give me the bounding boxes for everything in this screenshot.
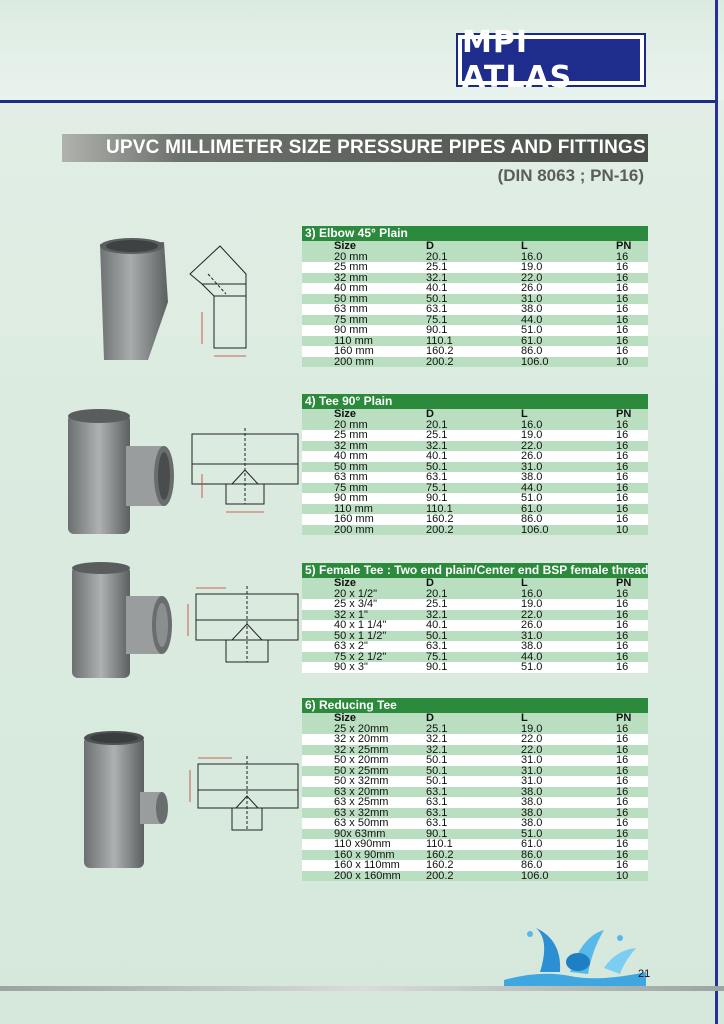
d-cell: 32.1	[426, 734, 521, 745]
table-row	[302, 871, 648, 882]
d-cell: 75.1	[426, 652, 521, 663]
l-cell: 26.0	[521, 451, 616, 462]
size-cell: 75 mm	[302, 483, 426, 494]
tee-90-illustration	[56, 404, 306, 544]
size-cell: 160 x 90mm	[302, 850, 426, 861]
table-row	[302, 755, 648, 766]
table-row	[302, 493, 648, 504]
d-cell: 110.1	[426, 336, 521, 347]
pn-cell: 16	[616, 273, 648, 284]
size-cell: 50 x 20mm	[302, 755, 426, 766]
d-cell: 75.1	[426, 483, 521, 494]
size-cell: 200 mm	[302, 525, 426, 536]
page-number: 21	[638, 968, 651, 980]
l-cell: 16.0	[521, 252, 616, 263]
pn-cell: 16	[616, 483, 648, 494]
d-cell: 63.1	[426, 304, 521, 315]
d-cell: 63.1	[426, 818, 521, 829]
pn-cell: 16	[616, 860, 648, 871]
d-cell: 160.2	[426, 346, 521, 357]
col-pn: PN	[616, 713, 648, 724]
pn-cell: 16	[616, 283, 648, 294]
table-row	[302, 357, 648, 368]
section-tee-90	[302, 394, 648, 535]
d-cell: 90.1	[426, 493, 521, 504]
size-cell: 50 x 25mm	[302, 766, 426, 777]
table-row	[302, 797, 648, 808]
l-cell: 22.0	[521, 745, 616, 756]
l-cell: 19.0	[521, 262, 616, 273]
col-d: D	[426, 409, 521, 420]
pn-cell: 16	[616, 766, 648, 777]
d-cell: 90.1	[426, 325, 521, 336]
table-row	[302, 839, 648, 850]
size-cell: 160 mm	[302, 514, 426, 525]
l-cell: 26.0	[521, 620, 616, 631]
d-cell: 63.1	[426, 472, 521, 483]
l-cell: 51.0	[521, 493, 616, 504]
d-cell: 20.1	[426, 589, 521, 600]
l-cell: 51.0	[521, 662, 616, 673]
size-cell: 32 mm	[302, 273, 426, 284]
l-cell: 38.0	[521, 472, 616, 483]
pn-cell: 10	[616, 357, 648, 368]
l-cell: 16.0	[521, 420, 616, 431]
table-body	[302, 252, 648, 368]
l-cell: 22.0	[521, 273, 616, 284]
table-row	[302, 304, 648, 315]
pn-cell: 16	[616, 599, 648, 610]
table-row	[302, 346, 648, 357]
size-cell: 90 mm	[302, 493, 426, 504]
l-cell: 61.0	[521, 839, 616, 850]
table-row	[302, 525, 648, 536]
d-cell: 110.1	[426, 504, 521, 515]
table-body	[302, 724, 648, 882]
table-header-row	[302, 409, 648, 420]
table-row	[302, 325, 648, 336]
d-cell: 25.1	[426, 430, 521, 441]
pn-cell: 16	[616, 652, 648, 663]
header-rule	[0, 100, 716, 103]
water-splash-icon	[500, 910, 650, 990]
size-cell: 63 x 2"	[302, 641, 426, 652]
l-cell: 22.0	[521, 734, 616, 745]
size-cell: 32 mm	[302, 441, 426, 452]
pn-cell: 16	[616, 797, 648, 808]
d-cell: 50.1	[426, 776, 521, 787]
section-reducing-tee	[302, 698, 648, 881]
col-d: D	[426, 241, 521, 252]
size-cell: 75 x 2 1/2"	[302, 652, 426, 663]
brand-logo-text: MPI ATLAS	[462, 39, 640, 81]
l-cell: 106.0	[521, 871, 616, 882]
l-cell: 44.0	[521, 483, 616, 494]
d-cell: 32.1	[426, 273, 521, 284]
d-cell: 50.1	[426, 462, 521, 473]
d-cell: 160.2	[426, 514, 521, 525]
d-cell: 110.1	[426, 839, 521, 850]
d-cell: 75.1	[426, 315, 521, 326]
section-heading: 3) Elbow 45° Plain	[302, 226, 648, 241]
pn-cell: 16	[616, 304, 648, 315]
l-cell: 19.0	[521, 599, 616, 610]
size-cell: 63 x 25mm	[302, 797, 426, 808]
l-cell: 38.0	[521, 787, 616, 798]
d-cell: 50.1	[426, 766, 521, 777]
d-cell: 200.2	[426, 871, 521, 882]
pn-cell: 16	[616, 850, 648, 861]
title-banner	[62, 134, 648, 162]
size-cell: 50 mm	[302, 294, 426, 305]
pn-cell: 16	[616, 662, 648, 673]
size-cell: 50 mm	[302, 462, 426, 473]
pn-cell: 16	[616, 818, 648, 829]
pn-cell: 16	[616, 336, 648, 347]
pn-cell: 16	[616, 294, 648, 305]
brand-logo	[456, 25, 646, 95]
table-row	[302, 599, 648, 610]
col-d: D	[426, 578, 521, 589]
size-cell: 110 x90mm	[302, 839, 426, 850]
table-row	[302, 776, 648, 787]
l-cell: 26.0	[521, 283, 616, 294]
table-body	[302, 589, 648, 673]
pn-cell: 16	[616, 724, 648, 735]
size-cell: 40 x 1 1/4"	[302, 620, 426, 631]
d-cell: 63.1	[426, 808, 521, 819]
page-subtitle: (DIN 8063 ; PN-16)	[497, 166, 644, 185]
d-cell: 200.2	[426, 357, 521, 368]
size-cell: 32 x 1"	[302, 610, 426, 621]
d-cell: 63.1	[426, 797, 521, 808]
size-cell: 20 mm	[302, 252, 426, 263]
l-cell: 86.0	[521, 514, 616, 525]
size-cell: 50 x 1 1/2"	[302, 631, 426, 642]
d-cell: 20.1	[426, 252, 521, 263]
pn-cell: 16	[616, 420, 648, 431]
size-cell: 50 x 32mm	[302, 776, 426, 787]
col-d: D	[426, 713, 521, 724]
size-cell: 63 mm	[302, 304, 426, 315]
section-heading: 5) Female Tee : Two end plain/Center end BSP female thread	[302, 563, 648, 578]
col-size: Size	[302, 713, 426, 724]
col-l: L	[521, 241, 616, 252]
l-cell: 31.0	[521, 294, 616, 305]
table-row	[302, 818, 648, 829]
size-cell: 200 x 160mm	[302, 871, 426, 882]
l-cell: 44.0	[521, 652, 616, 663]
table-header-row	[302, 241, 648, 252]
pn-cell: 16	[616, 829, 648, 840]
table-row	[302, 662, 648, 673]
table-row	[302, 472, 648, 483]
table-row	[302, 860, 648, 871]
page-title: UPVC MILLIMETER SIZE PRESSURE PIPES AND FITTINGS	[106, 137, 646, 158]
spec-table-elbow-45	[302, 241, 648, 367]
table-header-row	[302, 578, 648, 589]
table-row	[302, 641, 648, 652]
d-cell: 50.1	[426, 631, 521, 642]
pn-cell: 16	[616, 620, 648, 631]
l-cell: 51.0	[521, 325, 616, 336]
pn-cell: 16	[616, 441, 648, 452]
size-cell: 160 x 110mm	[302, 860, 426, 871]
size-cell: 63 x 20mm	[302, 787, 426, 798]
pn-cell: 16	[616, 325, 648, 336]
d-cell: 40.1	[426, 451, 521, 462]
l-cell: 38.0	[521, 808, 616, 819]
l-cell: 19.0	[521, 430, 616, 441]
col-pn: PN	[616, 241, 648, 252]
pn-cell: 16	[616, 745, 648, 756]
d-cell: 200.2	[426, 525, 521, 536]
elbow-45-illustration	[56, 232, 306, 382]
size-cell: 110 mm	[302, 336, 426, 347]
d-cell: 90.1	[426, 662, 521, 673]
table-header-row	[302, 713, 648, 724]
l-cell: 22.0	[521, 441, 616, 452]
pn-cell: 16	[616, 262, 648, 273]
l-cell: 51.0	[521, 829, 616, 840]
spec-table-reducing-tee	[302, 713, 648, 881]
footer-rule	[0, 986, 724, 991]
col-pn: PN	[616, 409, 648, 420]
table-row	[302, 620, 648, 631]
pn-cell: 16	[616, 462, 648, 473]
d-cell: 50.1	[426, 755, 521, 766]
size-cell: 25 mm	[302, 430, 426, 441]
pn-cell: 16	[616, 641, 648, 652]
d-cell: 160.2	[426, 860, 521, 871]
pn-cell: 16	[616, 252, 648, 263]
d-cell: 25.1	[426, 599, 521, 610]
l-cell: 61.0	[521, 504, 616, 515]
pn-cell: 16	[616, 808, 648, 819]
size-cell: 32 x 25mm	[302, 745, 426, 756]
pn-cell: 16	[616, 734, 648, 745]
size-cell: 32 x 20mm	[302, 734, 426, 745]
reducing-tee-illustration	[56, 730, 306, 880]
pn-cell: 16	[616, 755, 648, 766]
pn-cell: 16	[616, 787, 648, 798]
d-cell: 32.1	[426, 441, 521, 452]
table-row	[302, 283, 648, 294]
l-cell: 61.0	[521, 336, 616, 347]
pn-cell: 16	[616, 493, 648, 504]
size-cell: 63 mm	[302, 472, 426, 483]
l-cell: 31.0	[521, 755, 616, 766]
right-edge-bar	[715, 0, 718, 1024]
l-cell: 38.0	[521, 818, 616, 829]
l-cell: 31.0	[521, 631, 616, 642]
d-cell: 32.1	[426, 745, 521, 756]
pn-cell: 16	[616, 472, 648, 483]
size-cell: 20 mm	[302, 420, 426, 431]
size-cell: 90 mm	[302, 325, 426, 336]
l-cell: 19.0	[521, 724, 616, 735]
d-cell: 25.1	[426, 262, 521, 273]
l-cell: 38.0	[521, 304, 616, 315]
col-l: L	[521, 409, 616, 420]
table-row	[302, 430, 648, 441]
size-cell: 110 mm	[302, 504, 426, 515]
size-cell: 25 mm	[302, 262, 426, 273]
d-cell: 25.1	[426, 724, 521, 735]
d-cell: 40.1	[426, 283, 521, 294]
size-cell: 90 x 3"	[302, 662, 426, 673]
female-tee-illustration	[56, 560, 306, 690]
table-row	[302, 451, 648, 462]
l-cell: 86.0	[521, 850, 616, 861]
d-cell: 63.1	[426, 787, 521, 798]
col-l: L	[521, 713, 616, 724]
pn-cell: 16	[616, 430, 648, 441]
size-cell: 40 mm	[302, 283, 426, 294]
table-row	[302, 514, 648, 525]
pn-cell: 16	[616, 504, 648, 515]
col-pn: PN	[616, 578, 648, 589]
size-cell: 63 x 50mm	[302, 818, 426, 829]
size-cell: 25 x 20mm	[302, 724, 426, 735]
pn-cell: 16	[616, 589, 648, 600]
pn-cell: 10	[616, 871, 648, 882]
d-cell: 50.1	[426, 294, 521, 305]
pn-cell: 16	[616, 346, 648, 357]
l-cell: 106.0	[521, 525, 616, 536]
section-female-tee	[302, 563, 648, 673]
size-cell: 20 x 1/2"	[302, 589, 426, 600]
l-cell: 31.0	[521, 776, 616, 787]
col-size: Size	[302, 241, 426, 252]
l-cell: 16.0	[521, 589, 616, 600]
d-cell: 40.1	[426, 620, 521, 631]
pn-cell: 16	[616, 514, 648, 525]
d-cell: 63.1	[426, 641, 521, 652]
pn-cell: 16	[616, 451, 648, 462]
d-cell: 32.1	[426, 610, 521, 621]
size-cell: 63 x 32mm	[302, 808, 426, 819]
l-cell: 38.0	[521, 797, 616, 808]
pn-cell: 10	[616, 525, 648, 536]
pn-cell: 16	[616, 776, 648, 787]
size-cell: 90x 63mm	[302, 829, 426, 840]
l-cell: 86.0	[521, 346, 616, 357]
size-cell: 40 mm	[302, 451, 426, 462]
pn-cell: 16	[616, 631, 648, 642]
pn-cell: 16	[616, 610, 648, 621]
size-cell: 75 mm	[302, 315, 426, 326]
d-cell: 160.2	[426, 850, 521, 861]
size-cell: 25 x 3/4"	[302, 599, 426, 610]
pn-cell: 16	[616, 839, 648, 850]
spec-table-tee-90	[302, 409, 648, 535]
col-l: L	[521, 578, 616, 589]
col-size: Size	[302, 578, 426, 589]
l-cell: 106.0	[521, 357, 616, 368]
section-heading: 6) Reducing Tee	[302, 698, 648, 713]
size-cell: 200 mm	[302, 357, 426, 368]
l-cell: 86.0	[521, 860, 616, 871]
col-size: Size	[302, 409, 426, 420]
table-row	[302, 734, 648, 745]
l-cell: 31.0	[521, 462, 616, 473]
d-cell: 90.1	[426, 829, 521, 840]
section-elbow-45	[302, 226, 648, 367]
spec-table-female-tee	[302, 578, 648, 673]
l-cell: 38.0	[521, 641, 616, 652]
l-cell: 22.0	[521, 610, 616, 621]
d-cell: 20.1	[426, 420, 521, 431]
pn-cell: 16	[616, 315, 648, 326]
table-row	[302, 262, 648, 273]
l-cell: 31.0	[521, 766, 616, 777]
l-cell: 44.0	[521, 315, 616, 326]
section-heading: 4) Tee 90° Plain	[302, 394, 648, 409]
size-cell: 160 mm	[302, 346, 426, 357]
table-body	[302, 420, 648, 536]
